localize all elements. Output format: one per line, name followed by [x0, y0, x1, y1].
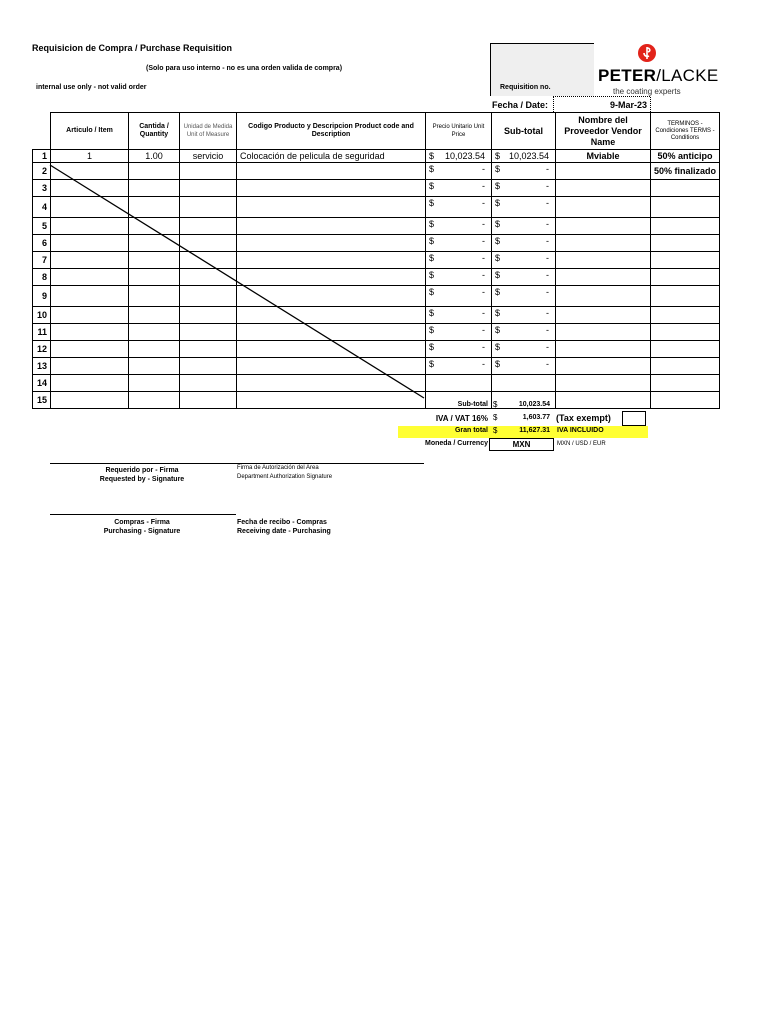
currency-symbol: $: [495, 151, 501, 161]
subtotal-amount: -: [546, 287, 549, 297]
price-amount: -: [482, 359, 485, 369]
price-amount: -: [482, 342, 485, 352]
currency-symbol: $: [429, 219, 435, 229]
row-number: 6: [33, 235, 51, 252]
currency-symbol: $: [429, 325, 435, 335]
cell-uom[interactable]: servicio: [180, 150, 237, 163]
subtotal-amount: -: [546, 325, 549, 335]
vat-currency: $: [493, 413, 498, 422]
currency-select[interactable]: MXN: [489, 438, 554, 451]
header-terms: TERMINOS - Condiciones TERMS - Conditions: [651, 113, 720, 150]
price-amount: -: [482, 164, 485, 174]
subtotal-amount: -: [546, 181, 549, 191]
signature-requested-es: Requerido por - Firma: [105, 467, 179, 474]
logo-tagline: the coating experts: [613, 87, 681, 96]
price-amount: -: [482, 253, 485, 263]
price-amount: -: [482, 270, 485, 280]
cell-item[interactable]: 1: [51, 150, 129, 163]
subtotal-amount: -: [546, 342, 549, 352]
cell-vendor[interactable]: Mviable: [556, 150, 651, 163]
row-number: 3: [33, 180, 51, 197]
logo-brand-sep: /: [656, 66, 662, 85]
subtotal-value: 10,023.54: [518, 401, 550, 408]
signature-purchasing: [60, 518, 224, 536]
price-amount: -: [482, 198, 485, 208]
currency-symbol: $: [429, 342, 435, 352]
cell-qty[interactable]: 1.00: [129, 150, 180, 163]
currency-symbol: $: [495, 181, 501, 191]
header-price: Precio Unitario Unit Price: [426, 113, 492, 150]
currency-symbol: $: [429, 198, 435, 208]
price-amount: -: [482, 287, 485, 297]
currency-symbol: $: [495, 325, 501, 335]
currency-symbol: $: [429, 181, 435, 191]
signature-receipt-es: Fecha de recibo - Compras: [237, 519, 327, 526]
header-desc: Codigo Producto y Descripcion Product code and Description: [237, 113, 426, 150]
currency-symbol: $: [495, 308, 501, 318]
row-number: 10: [33, 307, 51, 324]
subtotal-amount: -: [546, 308, 549, 318]
row-number: 13: [33, 358, 51, 375]
currency-options: MXN / USD / EUR: [557, 441, 606, 447]
currency-symbol: $: [429, 308, 435, 318]
currency-symbol: $: [495, 342, 501, 352]
currency-symbol: $: [495, 236, 501, 246]
tax-exempt-checkbox[interactable]: [622, 411, 646, 426]
signature-line-purchasing: [50, 514, 236, 515]
currency-symbol: $: [495, 164, 501, 174]
signature-requested-en: Requested by - Signature: [99, 476, 185, 483]
subtotal-amount: -: [546, 198, 549, 208]
signature-department-es: Firma de Autorización del Area: [237, 465, 319, 471]
row-number: 8: [33, 269, 51, 286]
row-number: 5: [33, 218, 51, 235]
row-number: 1: [33, 150, 51, 163]
signature-receipt: [237, 518, 331, 536]
row-number: 9: [33, 286, 51, 307]
internal-note-es: (Solo para uso interno - no es una orden valida de compra): [146, 65, 343, 72]
price-amount: -: [482, 325, 485, 335]
row-number: 15: [33, 392, 51, 409]
cell-terms[interactable]: 50% anticipo: [651, 150, 720, 163]
currency-symbol: $: [429, 359, 435, 369]
subtotal-amount: 10,023.54: [508, 151, 549, 161]
subtotal-amount: -: [546, 236, 549, 246]
price-amount: -: [482, 308, 485, 318]
currency-symbol: $: [429, 287, 435, 297]
header-qty: Cantida / Quantity: [129, 113, 180, 150]
subtotal-amount: -: [546, 164, 549, 174]
iva-included-note: IVA INCLUIDO: [557, 427, 604, 434]
currency-symbol: $: [429, 253, 435, 263]
date-label: Fecha / Date:: [492, 100, 549, 110]
currency-symbol: $: [429, 151, 435, 161]
row-number: 11: [33, 324, 51, 341]
price-amount: 10,023.54: [444, 151, 485, 161]
date-value[interactable]: 9-Mar-23: [610, 100, 648, 110]
price-amount: -: [482, 219, 485, 229]
price-amount: -: [482, 236, 485, 246]
vat-value: 1,603.77: [522, 414, 550, 421]
tax-exempt-label: (Tax exempt): [556, 413, 611, 423]
currency-symbol: $: [495, 219, 501, 229]
header-subtotal: Sub-total: [492, 113, 556, 150]
signature-purchasing-en: Purchasing - Signature: [103, 528, 181, 535]
logo-brand-right: LACKE: [661, 66, 719, 85]
grand-total-value: 11,627.31: [519, 427, 550, 434]
header-item: Articulo / Item: [51, 113, 129, 150]
header-vendor: Nombre del Proveedor Vendor Name: [556, 113, 651, 150]
currency-symbol: $: [495, 270, 501, 280]
signature-department-en: Department Authorization Signature: [237, 474, 333, 480]
row-number: 12: [33, 341, 51, 358]
internal-note-en: internal use only - not valid order: [36, 84, 147, 91]
currency-symbol: $: [495, 359, 501, 369]
row-number: 7: [33, 252, 51, 269]
grand-total-currency: $: [493, 426, 498, 435]
cell-description[interactable]: Colocación de pelicula de seguridad: [237, 150, 426, 163]
vat-label: IVA / VAT 16%: [435, 414, 488, 423]
currency-symbol: $: [495, 198, 501, 208]
subtotal-amount: -: [546, 270, 549, 280]
signature-receipt-en: Receiving date - Purchasing: [237, 528, 331, 535]
currency-label: Moneda / Currency: [424, 440, 488, 447]
cell-terms[interactable]: 50% finalizado: [651, 163, 720, 180]
currency-symbol: $: [495, 253, 501, 263]
header-uom: Unidad de Medida Unit of Measure: [180, 113, 237, 150]
currency-symbol: $: [429, 270, 435, 280]
signature-department: [237, 464, 332, 482]
requisition-label: Requisition no.: [500, 84, 551, 91]
page-title: Requisicion de Compra / Purchase Requisition: [32, 43, 233, 53]
signature-requested: [60, 466, 224, 484]
signature-purchasing-es: Compras - Firma: [114, 519, 170, 526]
subtotal-label: Sub-total: [457, 401, 488, 408]
logo-brand-left: PETER: [598, 66, 657, 85]
subtotal-currency: $: [493, 400, 498, 409]
subtotal-amount: -: [546, 253, 549, 263]
subtotal-amount: -: [546, 219, 549, 229]
currency-symbol: $: [495, 287, 501, 297]
grand-total-label: Gran total: [454, 427, 488, 434]
price-amount: -: [482, 181, 485, 191]
currency-symbol: $: [429, 164, 435, 174]
row-number: 2: [33, 163, 51, 180]
subtotal-amount: -: [546, 359, 549, 369]
row-number: 14: [33, 375, 51, 392]
row-number: 4: [33, 197, 51, 218]
currency-symbol: $: [429, 236, 435, 246]
